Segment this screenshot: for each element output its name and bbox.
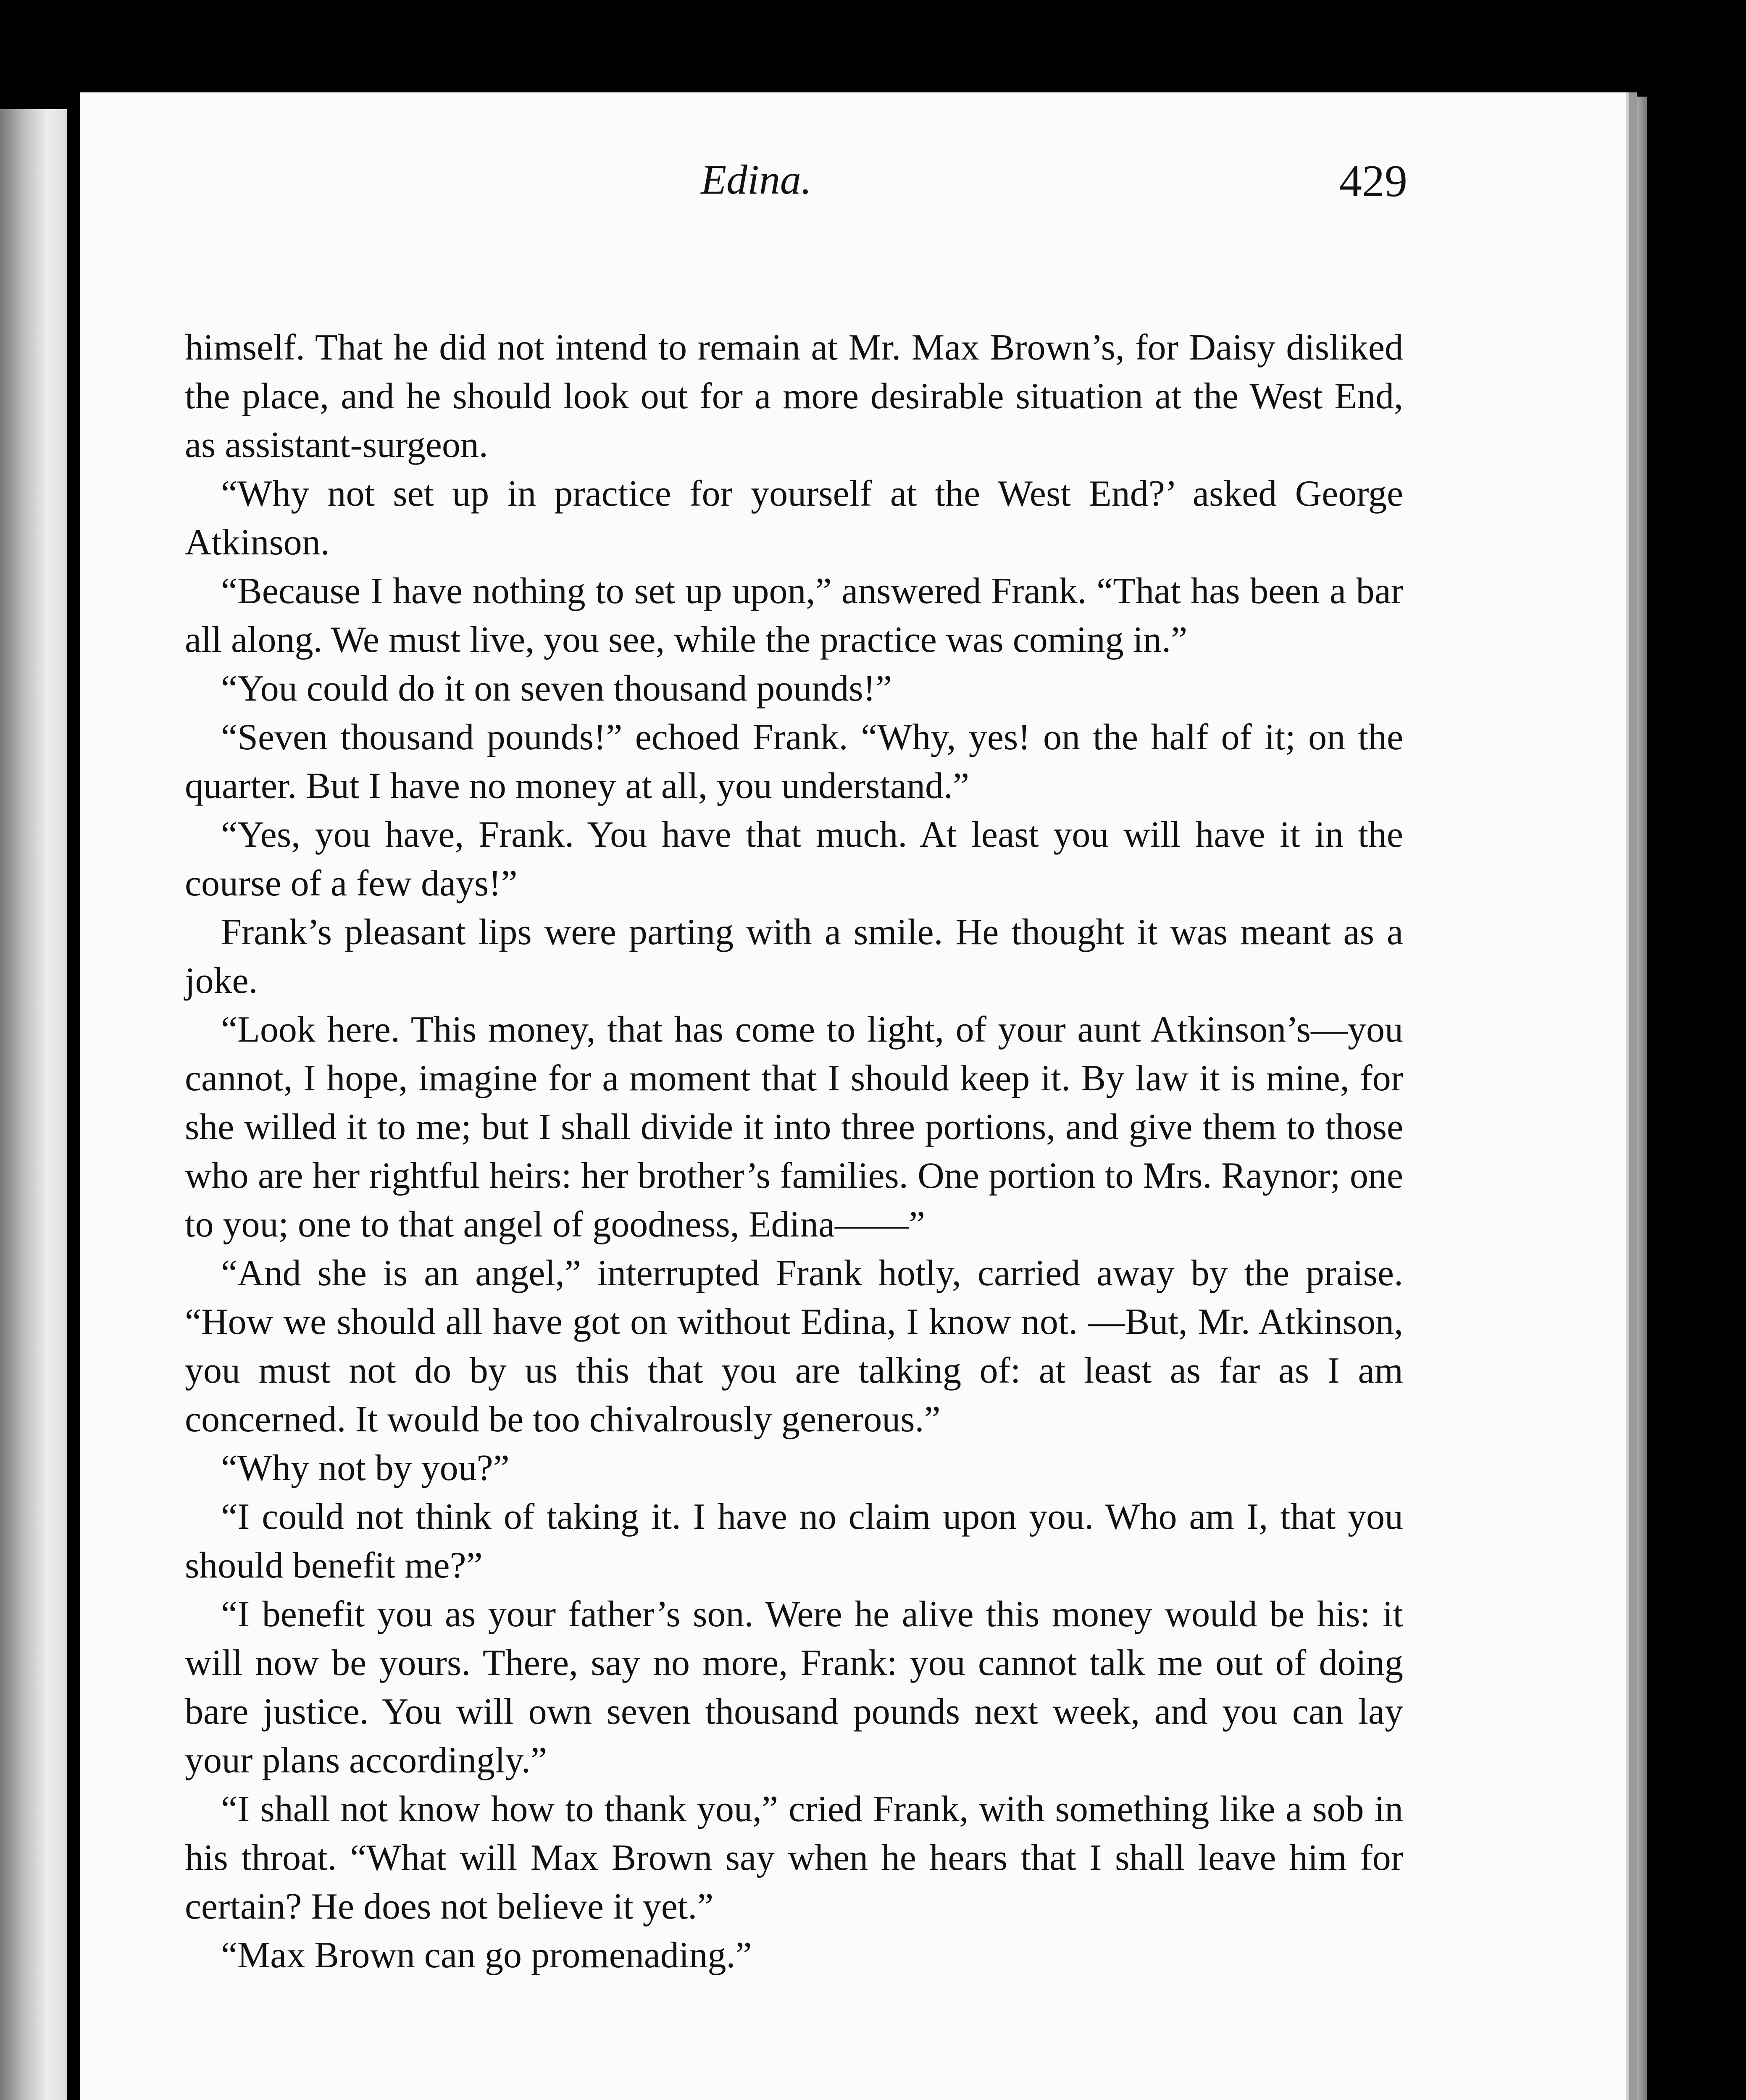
paragraph: “I shall not know how to thank you,” cried Frank, with something like a sob in his throat. “What will Max Brown say when he hears that I shall leave him for certain? He does not believe it yet.” (185, 1789, 1403, 1927)
paragraph: “I could not think of taking it. I have no claim upon you. Who am I, that you should benefit me?” (185, 1496, 1403, 1586)
body-text (185, 323, 1403, 1980)
paragraph: “Look here. This money, that has come to light, of your aunt Atkinson’s—you cannot, I hope, imagine for a moment that I should keep it. By law it is mine, for she willed it to me; but I shall divide it into three portions, and give them to those who are her rightful heirs: her brother’s families. One portion to Mrs. Raynor; one to you; one to that angel of goodness, Edina——” (185, 1009, 1403, 1245)
paragraph: “I benefit you as your father’s son. Were he alive this money would be his: it will now be yours. There, say no more, Frank: you cannot talk me out of doing bare justice. You will own seven thousand pounds next week, and you can lay your plans accordingly.” (185, 1594, 1403, 1781)
paragraph: “Max Brown can go promenading.” (221, 1935, 752, 1976)
previous-page-edge (0, 109, 67, 2100)
running-title: Edina. (701, 156, 812, 203)
paragraph: “You could do it on seven thousand pounds!” (221, 668, 892, 709)
paragraph: himself. That he did not intend to remain at Mr. Max Brown’s, for Daisy disliked the place, and he should look out for a more desirable situation at the West End, as assistant-surgeon. (185, 327, 1403, 465)
paragraph: “Why not set up in practice for yourself at the West End?’ asked George Atkinson. (185, 473, 1403, 563)
page-header (105, 155, 1407, 239)
paragraph: “Because I have nothing to set up upon,” answered Frank. “That has been a bar all along. We must live, you see, while the practice was coming in.” (185, 571, 1403, 660)
page-number: 429 (1339, 156, 1407, 206)
paragraph: Frank’s pleasant lips were parting with a smile. He thought it was meant as a joke. (185, 912, 1403, 1001)
paragraph: “And she is an angel,” interrupted Frank hotly, carried away by the praise. “How we should all have got on without Edina, I know not. —But, Mr. Atkinson, you must not do by us this that you are talking of: at least as far as I am concerned. It would be too chivalrously generous.” (185, 1253, 1403, 1440)
paragraph: “Why not by you?” (221, 1448, 510, 1488)
paragraph: “Yes, you have, Frank. You have that much. At least you will have it in the course of a few days!” (185, 814, 1403, 904)
paragraph: “Seven thousand pounds!” echoed Frank. “Why, yes! on the half of it; on the quarter. But I have no money at all, you understand.” (185, 717, 1403, 806)
page-edge-shadow (1626, 97, 1647, 2100)
